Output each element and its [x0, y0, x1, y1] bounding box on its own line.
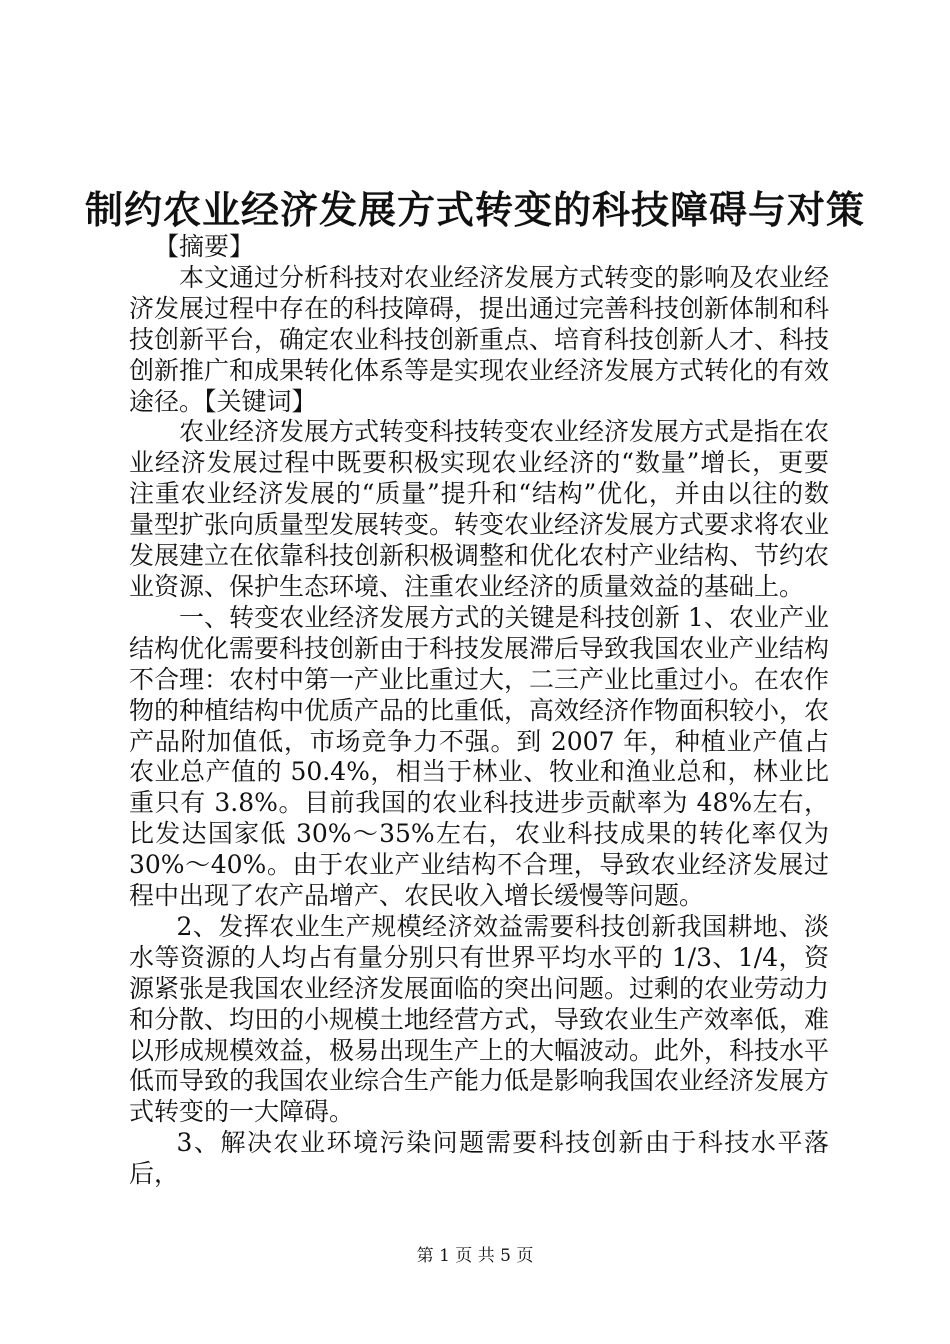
paragraph-abstract: 本文通过分析科技对农业经济发展方式转变的影响及农业经济发展过程中存在的科技障碍，提出通过完善科技创新体制和科技创新平台，确定农业科技创新重点、培育科技创新人才、科技创新推广和成果转化体系等是实现农业经济发展方式转化的有效途径。【关键词】 [129, 262, 830, 416]
paragraph-section-1: 一、转变农业经济发展方式的关键是科技创新 1、农业产业结构优化需要科技创新由于科技发展滞后导致我国农业产业结构不合理：农村中第一产业比重过大，二三产业比重过小。在农作物的种植结构中优质产品的比重低，高效经济作物面积较小，农产品附加值低，市场竞争力不强。到 2007 年，种植业产值占农业总产值的 50.4%，相当于林业、牧业和渔业总和，林业比重只有 3.8%。目前我国的农业科技进步贡献率为 48%左右，比发达国家低 30%～35%左右，农业科技成果的转化率仅为 30%～40%。由于农业产业结构不合理，导致农业经济发展过程中出现了农产品增产、农民收入增长缓慢等问题。 [129, 602, 830, 911]
paragraph-section-3: 3、解决农业环境污染问题需要科技创新由于科技水平落后， [129, 1128, 829, 1189]
page-footer: 第 1 页 共 5 页 [416, 1246, 534, 1266]
paragraph-section-2: 2、发挥农业生产规模经济效益需要科技创新我国耕地、淡水等资源的人均占有量分别只有世界平均水平的 1/3、1/4，资源紧张是我国农业经济发展面临的突出问题。过剩的农业劳动力和分散、均田的小规模土地经营方式，导致农业生产效率低，难以形成规模效益，极易出现生产上的大幅波动。此外，科技水平低而导致的我国农业综合生产能力低是影响我国农业经济发展方式转变的一大障碍。 [129, 911, 830, 1127]
paragraph-definition: 农业经济发展方式转变科技转变农业经济发展方式是指在农业经济发展过程中既要积极实现农业经济的“数量”增长，更要注重农业经济发展的“质量”提升和“结构”优化，并由以往的数量型扩张向质量型发展转变。转变农业经济发展方式要求将农业发展建立在依靠科技创新积极调整和优化农村产业结构、节约农业资源、保护生态环境、注重农业经济的质量效益的基础上。 [129, 417, 830, 601]
document-title: 制约农业经济发展方式转变的科技障碍与对策 [84, 187, 865, 232]
abstract-label: 【摘要】 [154, 232, 255, 261]
document-body [129, 232, 829, 1190]
